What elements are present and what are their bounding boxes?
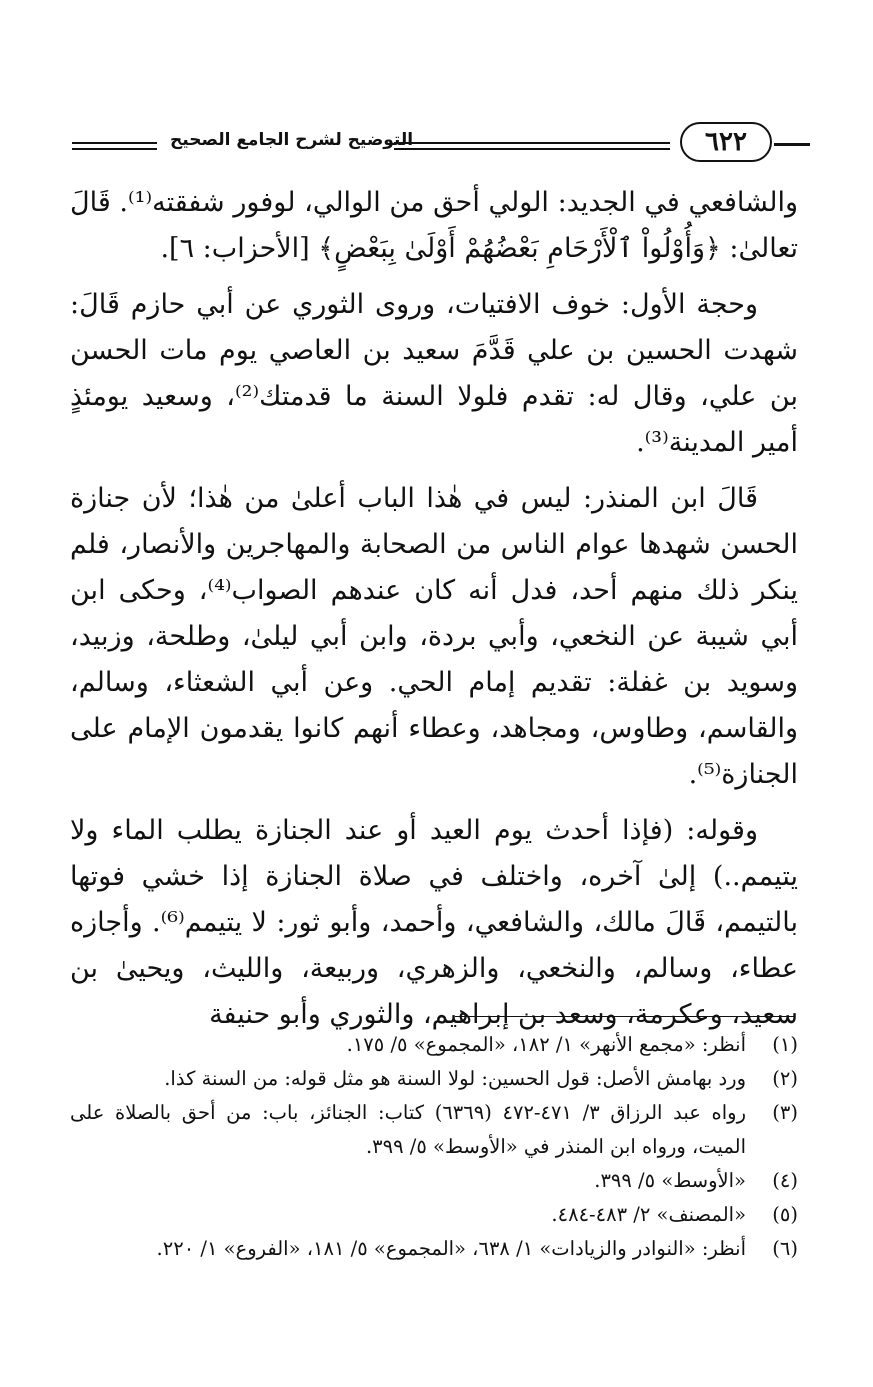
paragraph: وقوله: (فإذا أحدث يوم العيد أو عند الجنازة يطلب الماء ولا يتيمم..) إلىٰ آخره، واختلف في صلاة الجنازة إذا خشي فوتها بالتيمم، قَالَ مالك، والشافعي، وأحمد، وأبو ثور: لا يتيمم⁽⁶⁾. وأجازه عطاء، وسالم، والنخعي، والزهري، وربيعة، والليث، ويحيىٰ بن سعيد، وعكرمة، وسعد بن إبراهيم، والثوري وأبو حنيفة: [70, 815, 798, 1030]
paragraph: قَالَ ابن المنذر: ليس في هٰذا الباب أعلىٰ من هٰذا؛ لأن جنازة الحسن شهدها عوام الناس من الصحابة والمهاجرين والأنصار، فلم ينكر ذلك منهم أحد، فدل أنه كان عندهم الصواب⁽⁴⁾، وحكى ابن أبي شيبة عن النخعي، وأبي بردة، وابن أبي ليلىٰ، وطلحة، وزبيد، وسويد بن غفلة: تقديم إمام الحي. وعن أبي الشعثاء، وسالم، والقاسم، وطاوس، ومجاهد، وعطاء أنهم كانوا يقدمون الإمام على الجنازة⁽⁵⁾.: [70, 483, 798, 790]
footnote-text: «المصنف» ٢/ ٤٨٣-٤٨٤.: [551, 1203, 746, 1226]
footnote: [70, 1028, 798, 1062]
header-rule-right: [774, 143, 810, 146]
footnote-marker: (٤): [772, 1169, 798, 1192]
page-header: [62, 118, 807, 170]
footnote: [70, 1164, 798, 1198]
page-number: ٦٢٢: [680, 122, 772, 162]
footnote-text: «الأوسط» ٥/ ٣٩٩.: [594, 1169, 746, 1192]
footnote: [70, 1062, 798, 1096]
footnote-text: أنظر: «مجمع الأنهر» ١/ ١٨٢، «المجموع» ٥/ ١٧٥.: [346, 1033, 746, 1056]
footnote-marker: (٥): [772, 1203, 798, 1226]
header-rule-left: [72, 142, 157, 150]
running-title: التوضيح لشرح الجامع الصحيح: [170, 130, 414, 150]
footnote-marker: (٣): [772, 1101, 798, 1124]
footnote: [70, 1198, 798, 1232]
footnote-marker: (٦): [772, 1237, 798, 1260]
footnotes: [70, 1028, 798, 1266]
footnote-text: رواه عبد الرزاق ٣/ ٤٧١-٤٧٢ (٦٣٦٩) كتاب: الجنائز، باب: من أحق بالصلاة على الميت، ورواه ابن المنذر في «الأوسط» ٥/ ٣٩٩.: [70, 1101, 746, 1158]
paragraph: والشافعي في الجديد: الولي أحق من الوالي، لوفور شفقته⁽¹⁾. قَالَ تعالىٰ: ﴿وَأُوْلُواْ ٱلْأَرْحَامِ بَعْضُهُمْ أَوْلَىٰ بِبَعْضٍ﴾ [الأحزاب: ٦].: [70, 187, 799, 264]
footnote: [70, 1232, 798, 1266]
paragraph: وحجة الأول: خوف الافتيات، وروى الثوري عن أبي حازم قَالَ: شهدت الحسين بن علي قَدَّمَ سعيد بن العاصي يوم مات الحسن بن علي، وقال له: تقدم فلولا السنة ما قدمتك⁽²⁾، وسعيد يومئذٍ أمير المدينة⁽³⁾.: [70, 289, 798, 458]
footnote-text: أنظر: «النوادر والزيادات» ١/ ٦٣٨، «المجموع» ٥/ ١٨١، «الفروع» ١/ ٢٢٠.: [156, 1237, 746, 1260]
footnote-marker: (١): [772, 1033, 798, 1056]
main-text: [70, 180, 798, 1048]
footnote-text: ورد بهامش الأصل: قول الحسين: لولا السنة هو مثل قوله: من السنة كذا.: [164, 1067, 746, 1090]
footnote: [70, 1096, 798, 1164]
footnote-separator: [455, 1016, 795, 1017]
footnote-marker: (٢): [772, 1067, 798, 1090]
header-rule-middle: [394, 142, 670, 150]
